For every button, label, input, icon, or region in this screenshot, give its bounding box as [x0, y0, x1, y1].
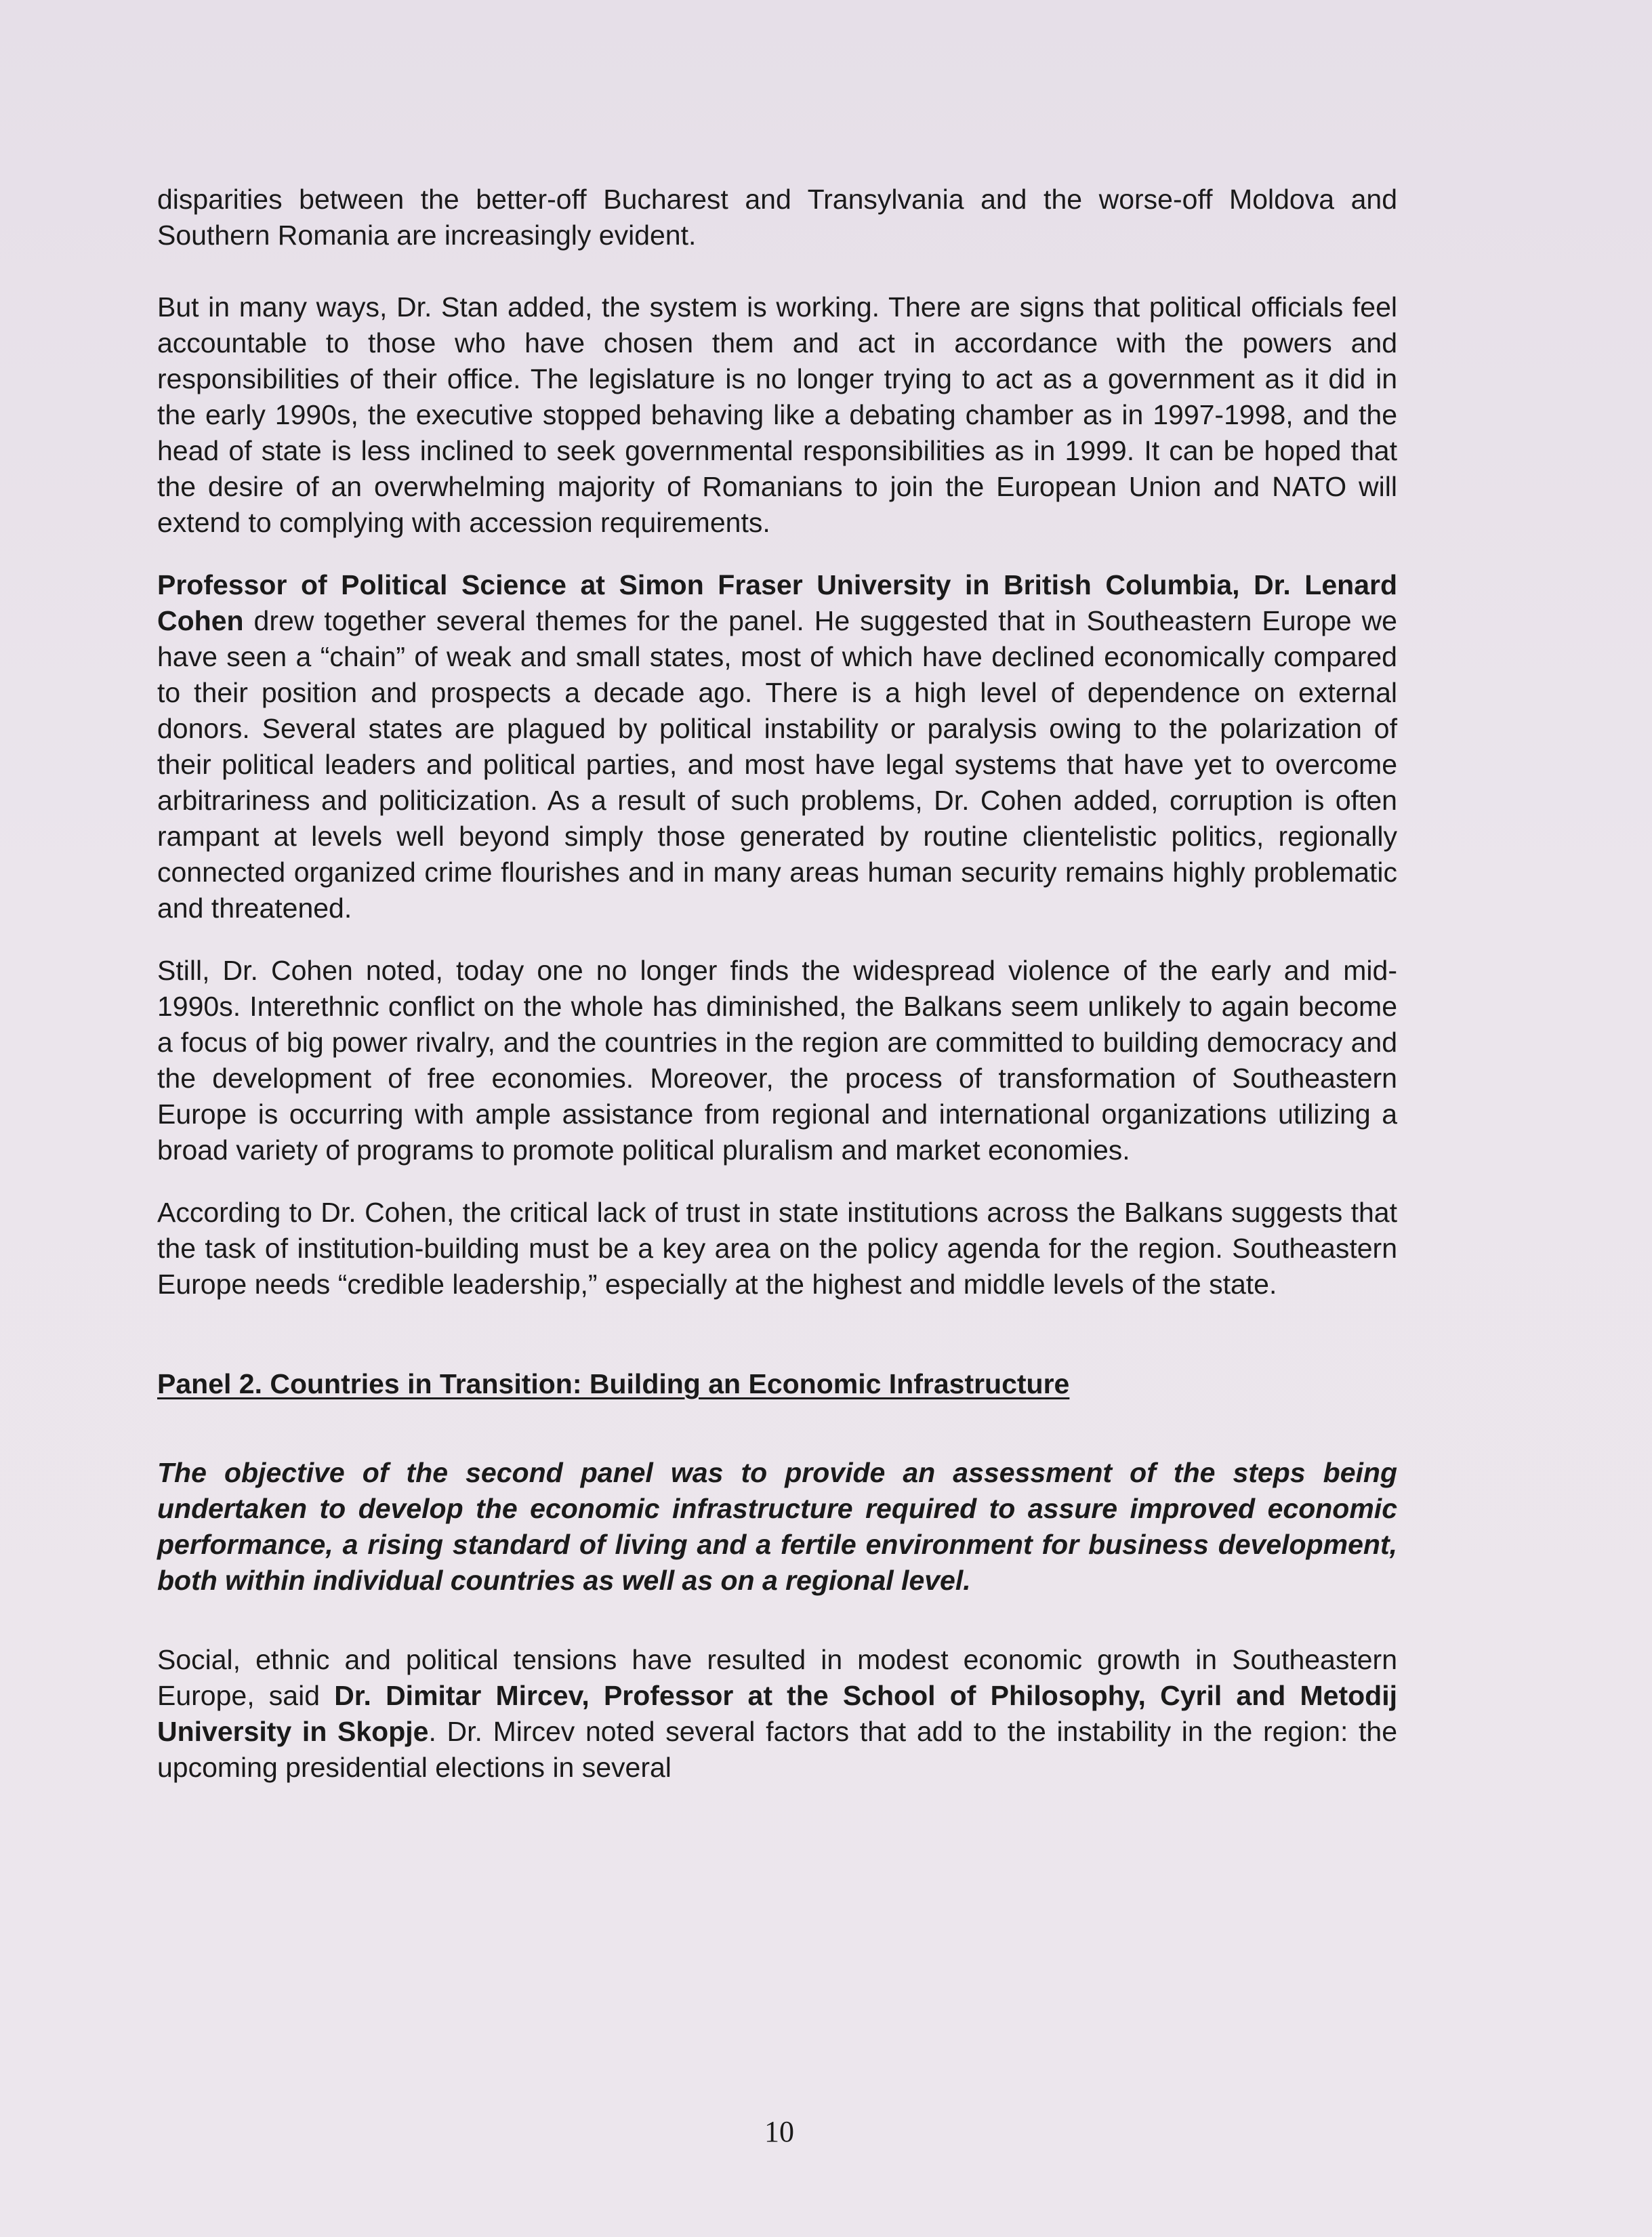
paragraph-bucharest-disparities: disparities between the better-off Bucharest and Transylvania and the worse-off Moldova and Southern Romania are increasingly evident.: [157, 184, 1397, 251]
paragraph-mircev-text: . Dr. Mircev noted several factors that add to the instability in the region: the upcoming presidential elections in several: [157, 1716, 1398, 1783]
paragraph-cohen-themes: [157, 567, 1397, 926]
paragraph-cohen-trust: According to Dr. Cohen, the critical lack of trust in state institutions across the Balkans suggests that the task of institution-building must be a key area on the policy agenda for the region. Southeastern Europe needs “credible leadership,” especially at the highest and middle levels of the state.: [157, 1197, 1397, 1300]
page-number: 10: [764, 2115, 794, 2148]
speaker-cohen: Professor of Political Science at Simon Fraser University in British Columbia, Dr. Lenard Cohen: [157, 569, 1397, 636]
speaker-mircev: Dr. Dimitar Mircev, Professor at the School of Philosophy, Cyril and Metodij University in Skopje: [157, 1680, 1397, 1747]
paragraph-mircev: [157, 1642, 1397, 1786]
paragraph-cohen-themes-text: drew together several themes for the panel. He suggested that in Southeastern Europe we have seen a “chain” of weak and small states, most of which have declined economically compared to their position and prospects a decade ago. There is a high level of dependence on external donors. Several states are plagued by political instability or paralysis owing to the polarization of their political leaders and political parties, and most have legal systems that have yet to overcome arbitrariness and politicization. As a result of such problems, Dr. Cohen added, corruption is often rampant at levels well beyond simply those generated by routine clientelistic politics, regionally connected organized crime flourishes and in many areas human security remains highly problematic and threatened.: [157, 605, 1397, 924]
paragraph-system-working: But in many ways, Dr. Stan added, the system is working. There are signs that political officials feel accountable to those who have chosen them and act in accordance with the powers and responsibilities of their office. The legislature is no longer trying to act as a government as it did in the early 1990s, the executive stopped behaving like a debating chamber as in 1997-1998, and the head of state is less inclined to seek governmental responsibilities as in 1999. It can be hoped that the desire of an overwhelming majority of Romanians to join the European Union and NATO will extend to complying with accession requirements.: [157, 291, 1397, 538]
paragraph-mircev-intro: Social, ethnic and political tensions have resulted in modest economic growth in Southeastern Europe, said: [157, 1644, 1397, 1711]
section-heading-panel-2: Panel 2. Countries in Transition: Building an Economic Infrastructure: [157, 1368, 1070, 1399]
paragraph-cohen-still: Still, Dr. Cohen noted, today one no longer finds the widespread violence of the early and mid-1990s. Interethnic conflict on the whole has diminished, the Balkans seem unlikely to again become a focus of big power rivalry, and the countries in the region are committed to building democracy and the development of free economies. Moreover, the process of transformation of Southeastern Europe is occurring with ample assistance from regional and international organizations utilizing a broad variety of programs to promote political pluralism and market economies.: [157, 955, 1397, 1166]
panel-objective: The objective of the second panel was to provide an assessment of the steps being undertaken to develop the economic infrastructure required to assure improved economic performance, a rising standard of living and a fertile environment for business development, both within individual countries as well as on a regional level.: [157, 1457, 1397, 1596]
page-content: [157, 182, 1397, 1786]
